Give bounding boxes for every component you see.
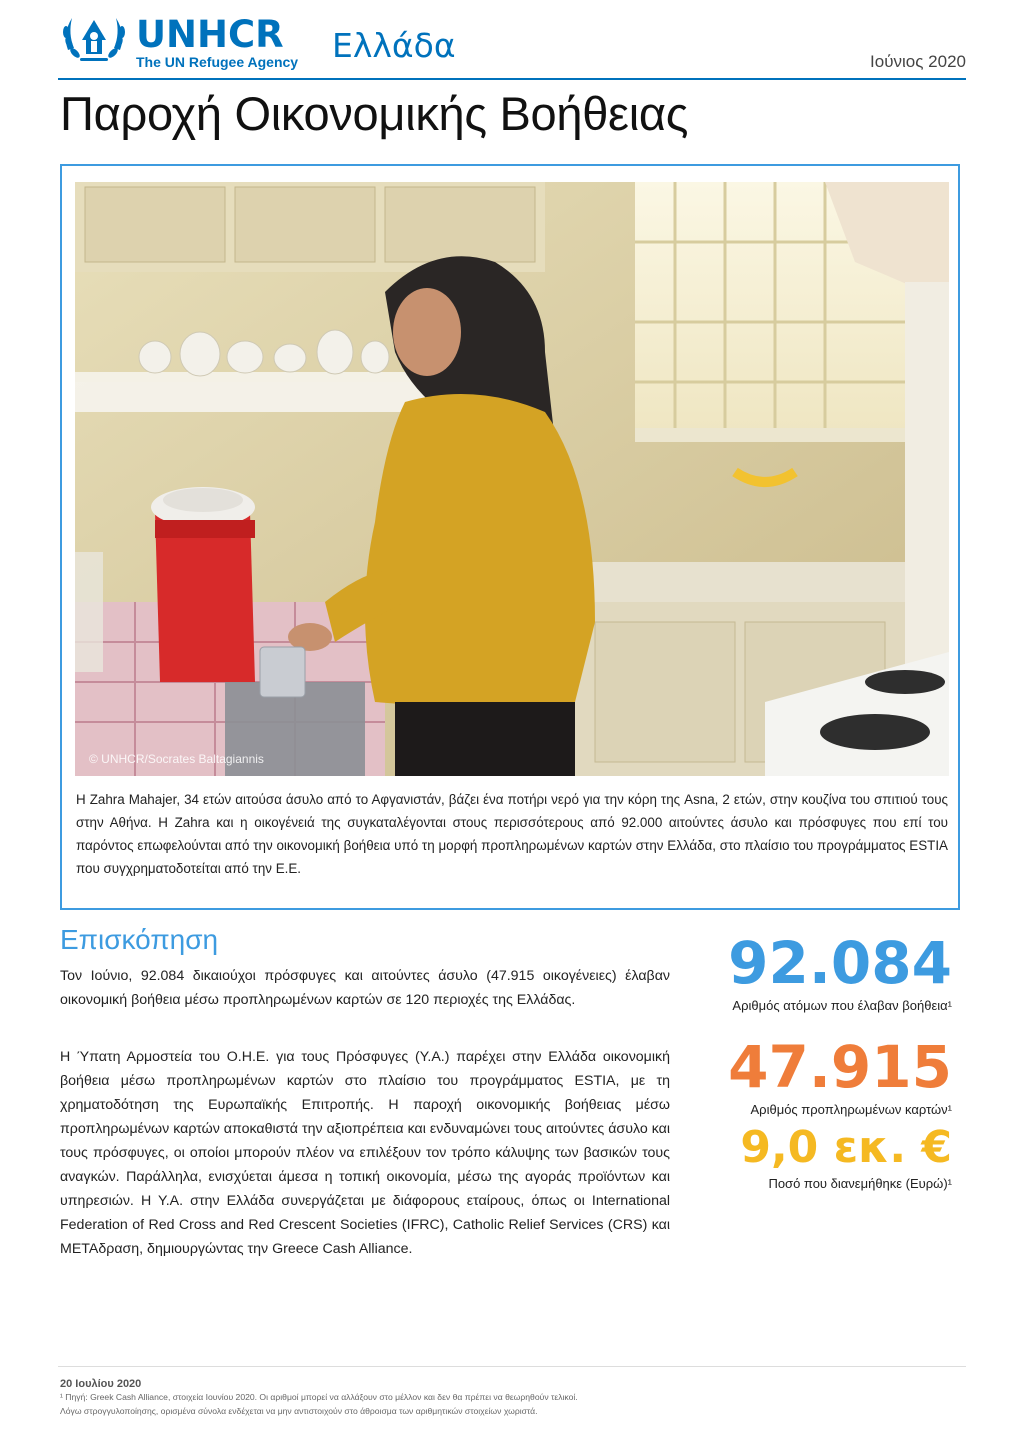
stat-label: Αριθμός ατόμων που έλαβαν βοήθεια¹ — [732, 998, 952, 1013]
footer-date: 20 Ιουλίου 2020 — [60, 1378, 142, 1390]
stat-prepaid-cards — [728, 1033, 952, 1117]
overview-paragraph-2: Η Ύπατη Αρμοστεία του Ο.Η.Ε. για τους Πρόσφυγες (Υ.Α.) παρέχει στην Ελλάδα οικονομική βοήθεια μέσω προπληρωμένων καρτών στο πλαίσιο του προγράμματος ESTIA, με τη χρηματοδότηση της Ευρωπαϊκής Επιτροπής. Η παροχή οικονομικής βοήθειας μέσω προπληρωμένων καρτών αποκαθιστά την αξιοπρέπεια και ενδυναμώνει τους αιτούντες άσυλο και τους πρόσφυγες, οι οποίοι μπορούν πλέον να επιλέξουν τον τρόπο κάλυψης των βασικών τους αναγκών. Παράλληλα, ενισχύεται άμεσα η τοπική οικονομία, μέσω της αγοράς προϊόντων και υπηρεσιών. Η Υ.Α. στην Ελλάδα συνεργάζεται με διάφορους εταίρους, όπως οι International Federation of Red Cross and Red Crescent Societies (IFRC), Catholic Relief Services (CRS) και ΜΕΤΑδραση, δημιουργώντας την Greece Cash Alliance. — [60, 1049, 670, 1257]
stat-amount-distributed — [740, 1122, 952, 1191]
photo-caption: Η Zahra Mahajer, 34 ετών αιτούσα άσυλο από το Αφγανιστάν, βάζει ένα ποτήρι νερό για την κόρη της Asna, 2 ετών, στην κουζίνα του σπιτιού τους στην Αθήνα. Η Zahra και η οικογένειά της συγκαταλέγονται στους περισσότερους από 92.000 αιτούντες άσυλο και πρόσφυγες που επί του παρόντος επωφελούνται από την οικονομική βοήθεια υπό τη μορφή προπληρωμένων καρτών στην Ελλάδα, στο πλαίσιο του προγράμματος ESTIA που συγχρηματοδοτείται από την Ε.Ε. — [76, 792, 948, 876]
stat-people-assisted — [728, 929, 952, 1013]
photo-frame — [60, 164, 960, 910]
stat-value: 9,0 εκ. € — [740, 1122, 952, 1173]
page-footer — [60, 1378, 960, 1418]
country-label: Ελλάδα — [332, 26, 456, 65]
stat-label: Αριθμός προπληρωμένων καρτών¹ — [750, 1102, 952, 1117]
logo-name: UNHCR — [136, 13, 284, 56]
page-title: Παροχή Οικονομικής Βοήθειας — [60, 87, 689, 140]
header-divider — [58, 78, 966, 80]
kitchen-photo — [75, 182, 949, 776]
unhcr-logo-icon — [58, 10, 130, 76]
footnote-rounding: Λόγω στρογγυλοποίησης, ορισμένα σύνολα ενδέχεται να μην αντιστοιχούν στο άθροισμα των αριθμητικών στοιχείων χωριστά. — [60, 1406, 538, 1416]
report-date: Ιούνιος 2020 — [870, 52, 966, 71]
stat-value: 47.915 — [728, 1033, 952, 1101]
logo-wordmark — [136, 13, 299, 70]
stat-label: Ποσό που διανεμήθηκε (Ευρώ)¹ — [768, 1176, 952, 1191]
stat-value: 92.084 — [728, 929, 952, 997]
footer-divider — [58, 1366, 966, 1367]
overview-heading: Επισκόπηση — [60, 924, 219, 955]
page-header — [58, 10, 966, 78]
photo-illustration — [75, 182, 949, 776]
logo-subtitle: The UN Refugee Agency — [136, 54, 299, 70]
footnote-source: ¹ Πηγή: Greek Cash Alliance, στοιχεία Ιουνίου 2020. Οι αριθμοί μπορεί να αλλάξουν στο μέλλον και δεν θα πρέπει να θεωρηθούν τελικοί. — [60, 1392, 578, 1402]
overview-paragraph-1: Τον Ιούνιο, 92.084 δικαιούχοι πρόσφυγες και αιτούντες άσυλο (47.915 οικογένειες) έλαβαν οικονομική βοήθεια μέσω προπληρωμένων καρτών σε 120 περιοχές της Ελλάδας. — [60, 968, 670, 1008]
photo-credit: © UNHCR/Socrates Baltagiannis — [89, 752, 264, 766]
